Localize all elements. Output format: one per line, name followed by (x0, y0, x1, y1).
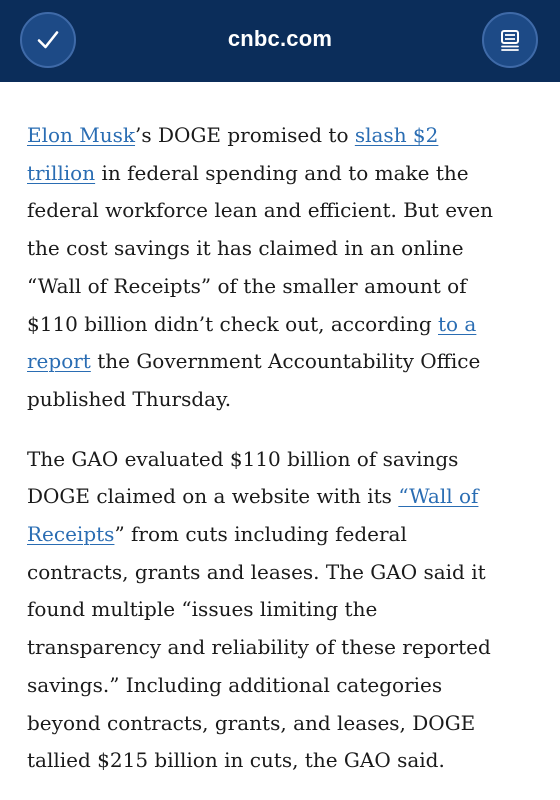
text-line (27, 117, 547, 155)
text-line (27, 516, 547, 554)
link-to-a-report[interactable]: to a (438, 311, 477, 336)
text-segment: $110 billion didn’t check out, according (27, 311, 438, 336)
text-line: tallied $215 billion in cuts, the GAO said. (27, 748, 445, 773)
link-to-a-report-cont[interactable]: report (27, 349, 91, 374)
link-elon-musk[interactable]: Elon Musk (27, 123, 136, 147)
text-line: the cost savings it has claimed in an online (27, 236, 464, 261)
text-line (27, 478, 547, 516)
text-line: transparency and reliability of these reported (27, 635, 491, 660)
text-line: The GAO evaluated $110 billion of savings (27, 446, 459, 471)
text-line: published Thursday. (27, 386, 232, 411)
paragraph-2 (27, 441, 547, 780)
text-segment: the Government Accountability Office (90, 349, 481, 374)
page-domain: cnbc.com (227, 26, 333, 51)
link-wall-of-receipts[interactable]: “Wall of (398, 484, 479, 509)
text-segment: ” from cuts including federal (114, 522, 407, 547)
text-line: savings.” Including additional categories (27, 672, 443, 697)
text-line: beyond contracts, grants, and leases, DOGE (27, 710, 476, 735)
reader-mode-button[interactable] (482, 12, 538, 68)
text-line: found multiple “issues limiting the (27, 597, 378, 622)
link-slash-2-trillion-cont[interactable]: trillion (27, 160, 96, 185)
text-line: “Wall of Receipts” of the smaller amount of (27, 273, 467, 298)
text-line: contracts, grants and leases. The GAO said it (27, 559, 486, 584)
text-segment: in federal spending and to make the (95, 160, 469, 185)
link-wall-of-receipts-cont[interactable]: Receipts (27, 522, 115, 547)
text-line (27, 155, 547, 193)
text-segment: DOGE claimed on a website with its (27, 484, 399, 509)
text-line (27, 343, 547, 381)
text-line (27, 306, 547, 344)
text-segment: ’s DOGE promised to (135, 123, 355, 147)
text-line: federal workforce lean and efficient. But even (27, 198, 494, 223)
article-body (27, 117, 547, 780)
reader-mode-icon (497, 27, 523, 53)
link-slash-2-trillion[interactable]: slash $2 (354, 123, 439, 147)
browser-toolbar (0, 0, 560, 82)
paragraph-1 (27, 117, 547, 419)
